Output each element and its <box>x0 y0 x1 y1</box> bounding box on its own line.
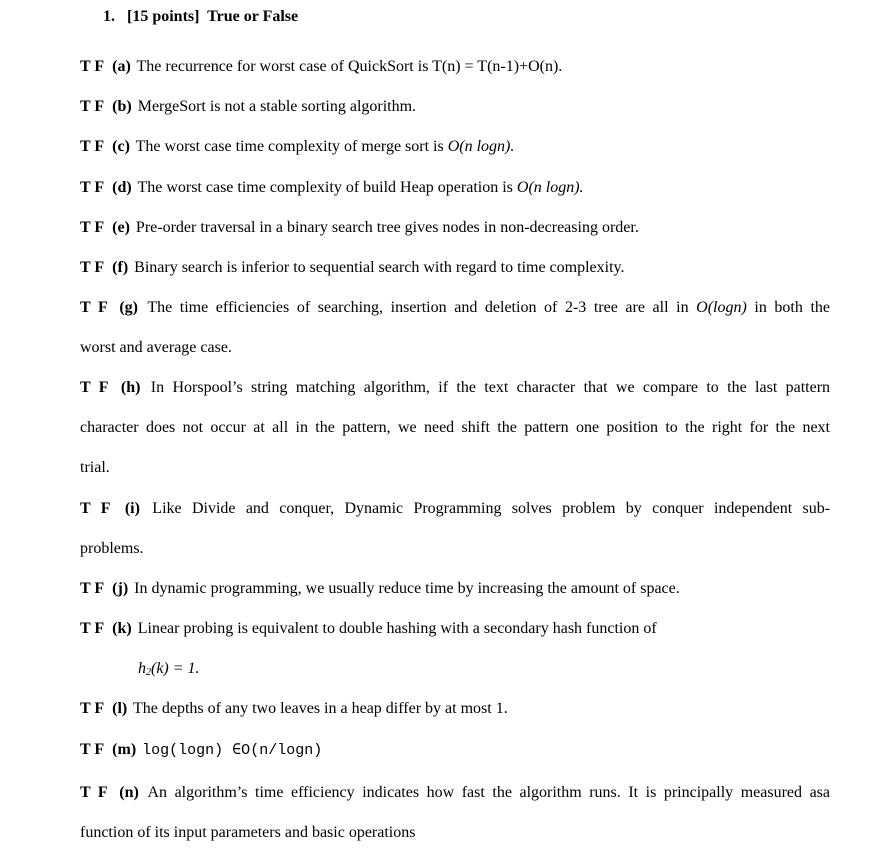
question-item-d <box>80 178 584 198</box>
item-text: Pre-order traversal in a binary search tree gives nodes in non-decreasing order. <box>135 219 639 236</box>
item-label: (m) <box>112 741 137 758</box>
item-text: The time efficiencies of searching, insertion and deletion of 2-3 tree are all in <box>147 299 697 316</box>
question-item-j <box>80 579 680 599</box>
question-item-h-line2: character does not occur at all in the pattern, we need shift the pattern one position to the right for the next <box>80 419 830 436</box>
question-item-n <box>80 783 830 803</box>
tf-marker: T F <box>80 620 105 637</box>
question-item-l <box>80 699 508 719</box>
tf-marker: T F <box>80 500 111 517</box>
question-item-h <box>80 378 830 398</box>
tf-marker: T F <box>80 58 105 75</box>
question-item-a <box>80 57 562 77</box>
tf-marker: T F <box>80 379 109 396</box>
question-item-n-line2: function of its input parameters and basic operations <box>80 824 416 841</box>
formula-function: h <box>138 660 146 677</box>
item-label: (a) <box>112 58 131 75</box>
item-text: Like Divide and conquer, Dynamic Programming solves problem by conquer independent sub- <box>152 500 831 517</box>
item-text: In dynamic programming, we usually reduce time by increasing the amount of space. <box>134 580 680 597</box>
item-code: log(logn) ∈O(n/logn) <box>142 742 323 759</box>
item-label: (b) <box>112 98 132 115</box>
item-text: Linear probing is equivalent to double hashing with a secondary hash function of <box>137 620 657 637</box>
item-text: In Horspool’s string matching algorithm, if the text character that we compare to the last pattern <box>150 379 831 396</box>
question-item-b <box>80 97 416 117</box>
item-label: (d) <box>112 179 132 196</box>
item-label: (l) <box>112 700 128 717</box>
item-text: Binary search is inferior to sequential search with regard to time complexity. <box>134 259 625 276</box>
question-item-g <box>80 298 830 318</box>
question-item-k <box>80 619 657 639</box>
question-item-k-formula <box>138 659 200 679</box>
question-points: [15 points] <box>127 8 200 25</box>
tf-marker: T F <box>80 700 105 717</box>
item-label: (j) <box>112 580 129 597</box>
item-text: MergeSort is not a stable sorting algorithm. <box>137 98 417 115</box>
tf-marker: T F <box>80 219 105 236</box>
item-label: (c) <box>112 138 130 155</box>
question-heading <box>103 7 298 27</box>
item-label: (h) <box>120 379 141 396</box>
item-label: (g) <box>119 299 138 316</box>
item-text: The worst case time complexity of build Heap operation is <box>137 179 517 196</box>
question-item-i-line2: problems. <box>80 540 144 557</box>
item-math: O(n logn). <box>447 138 515 155</box>
question-item-f <box>80 258 625 278</box>
item-label: (e) <box>112 219 130 236</box>
item-text: An algorithm’s time efficiency indicates how fast the algorithm runs. It is principally measured asa <box>147 784 830 801</box>
question-item-m <box>80 740 322 761</box>
question-item-c <box>80 137 514 157</box>
item-math: O(logn) <box>696 299 747 316</box>
item-label: (n) <box>119 784 139 801</box>
item-text: The recurrence for worst case of QuickSort is T(n) = T(n-1)+O(n). <box>136 58 563 75</box>
tf-marker: T F <box>80 741 105 758</box>
formula-rest: (k) = 1. <box>151 660 200 677</box>
tf-marker: T F <box>80 580 105 597</box>
question-title: True or False <box>207 8 299 25</box>
question-number: 1. <box>103 8 115 25</box>
item-label: (f) <box>112 259 129 276</box>
item-text-continued: in both the <box>746 299 831 316</box>
question-item-i <box>80 499 830 519</box>
tf-marker: T F <box>80 259 105 276</box>
question-item-e <box>80 218 639 238</box>
item-math: O(n logn). <box>516 179 584 196</box>
item-label: (k) <box>112 620 132 637</box>
tf-marker: T F <box>80 138 105 155</box>
item-label: (i) <box>124 500 140 517</box>
item-text: The worst case time complexity of merge sort is <box>135 138 448 155</box>
item-text: The depths of any two leaves in a heap differ by at most 1. <box>132 700 508 717</box>
tf-marker: T F <box>80 299 108 316</box>
tf-marker: T F <box>80 179 105 196</box>
question-item-h-line3: trial. <box>80 459 110 476</box>
question-item-g-line2: worst and average case. <box>80 339 232 356</box>
formula-subscript: 2 <box>146 667 151 678</box>
tf-marker: T F <box>80 784 108 801</box>
tf-marker: T F <box>80 98 105 115</box>
